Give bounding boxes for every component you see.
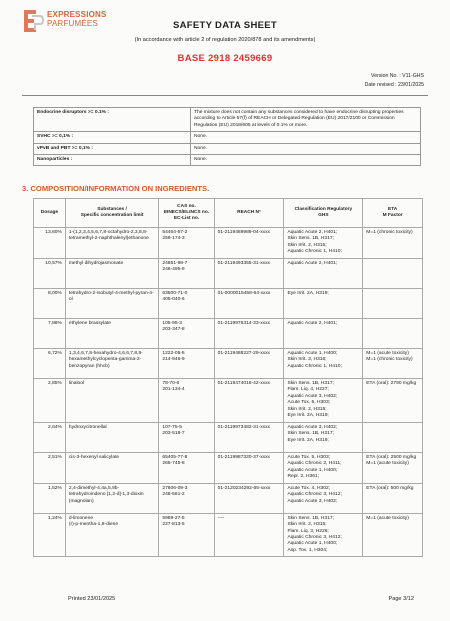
- page-number: Page 3/12: [388, 596, 414, 602]
- info-row: [34, 154, 421, 165]
- info-label: vPvB and PBT >= 0,1% :: [34, 143, 191, 154]
- version-number: Version No. : V11-GHS: [371, 73, 424, 79]
- substance-cell: ethylene brassylate: [65, 318, 158, 348]
- cas-cell: 1222-05-5 214-946-9: [159, 348, 214, 378]
- dosage-cell: 1,52%: [34, 483, 66, 513]
- reach-cell: ----: [214, 513, 284, 557]
- dosage-cell: 6,72%: [34, 348, 66, 378]
- substance-cell: 1-(1,2,3,4,5,6,7,8-octahydro-2,3,8,8-tetramethyl-2-naphthalenyl)ethanone: [65, 228, 158, 259]
- reach-cell: 01-2119474016-42-xxxx: [214, 378, 284, 422]
- ingredient-row: [34, 318, 423, 348]
- substance-cell: 1,3,4,6,7,8-hexahydro-4,6,6,7,8,8-hexamethylcyclopenta-gamma-2-benzopyran (hhcb): [65, 348, 158, 378]
- classification-cell: Acute Tox. 4, H302; Aquatic Chronic 3, H412; Aquatic Acute 3, H402;: [284, 483, 363, 513]
- brand-name-line1: EXPRESSIONS: [47, 10, 107, 19]
- composition-header-row: [34, 199, 423, 228]
- info-row: [34, 108, 421, 132]
- printed-date: Printed 23/01/2025: [68, 596, 116, 602]
- ingredient-row: [34, 348, 423, 378]
- info-label: SVHC >= 0,1% :: [34, 132, 191, 143]
- info-label: Endocrine disruptors >= 0.1% :: [34, 108, 191, 132]
- info-value: None.: [191, 143, 421, 154]
- cas-cell: 105-95-3 203-347-8: [159, 318, 214, 348]
- brand-name-line2: PARFUMÉES: [47, 19, 98, 28]
- classification-cell: Acute Tox. 5, H303; Aquatic Chronic 2, H411; Aquatic Acute 1, H400; Repr. 2, H361;: [284, 452, 363, 483]
- document-subtitle: (In accordance with article 2 of regulation 2020/878 and its amendments): [134, 37, 316, 43]
- eta-cell: ETA (oral): 500 mg/kg: [363, 483, 423, 513]
- ingredient-row: [34, 422, 423, 452]
- eta-cell: ETA (oral): 2500 mg/kg M=1 (acute toxicity): [363, 452, 423, 483]
- classification-cell: Aquatic Acute 2, H401;: [284, 258, 363, 288]
- ingredient-row: [34, 483, 423, 513]
- reach-cell: 01-2119973482-31-xxxx: [214, 422, 284, 452]
- ingredient-row: [34, 452, 423, 483]
- dosage-cell: 13,60%: [34, 228, 66, 259]
- column-header-dosage: Dosage: [34, 199, 66, 228]
- dosage-cell: 8,00%: [34, 288, 66, 318]
- composition-table: [33, 198, 423, 557]
- column-header-reach: REACH N°: [214, 199, 284, 228]
- dosage-cell: 2,51%: [34, 452, 66, 483]
- eta-cell: [363, 258, 423, 288]
- hazard-info-table: [33, 107, 421, 166]
- dosage-cell: 7,88%: [34, 318, 66, 348]
- info-row: [34, 143, 421, 154]
- reach-cell: 01-2119489989-04-xxxx: [214, 228, 284, 259]
- section-heading: 3. COMPOSITION/INFORMATION ON INGREDIENTS.: [22, 184, 210, 193]
- reach-cell: 01-2119488227-29-xxxx: [214, 348, 284, 378]
- cas-cell: 63500-71-0 405-040-6: [159, 288, 214, 318]
- ingredient-row: [34, 258, 423, 288]
- eta-cell: [363, 318, 423, 348]
- cas-cell: 78-70-6 201-134-4: [159, 378, 214, 422]
- dosage-cell: 2,85%: [34, 378, 66, 422]
- dosage-cell: 10,57%: [34, 258, 66, 288]
- reach-cell: 01-2119493355-31-xxxx: [214, 258, 284, 288]
- eta-cell: ETA (oral): 2790 mg/kg: [363, 378, 423, 422]
- cas-cell: 65405-77-8 265-745-8: [159, 452, 214, 483]
- info-row: [34, 132, 421, 143]
- classification-cell: Skin Sens. 1B, H317; Flam. Liq. 4, H227; Aquatic Acute 3, H402; Acute Tox. 5, H303; Skin Irrit. 2, H315; Eye Irrit. 2A, H319;: [284, 378, 363, 422]
- date-revised: Date revised : 23/01/2025: [364, 82, 424, 88]
- cas-cell: 5989-27-5 227-813-5: [159, 513, 214, 557]
- eta-cell: M=1 (acute toxicity): [363, 513, 423, 557]
- info-value: None.: [191, 132, 421, 143]
- document-title: SAFETY DATA SHEET: [173, 20, 277, 31]
- classification-cell: Aquatic Acute 1, H400; Skin Irrit. 3, H316; Aquatic Chronic 1, H410;: [284, 348, 363, 378]
- column-header-cas: CAS no. EINECS/ELINCS no. EC-List no.: [159, 199, 214, 228]
- substance-cell: hydroxycitronellal: [65, 422, 158, 452]
- reach-cell: 01-2119987320-37-xxxx: [214, 452, 284, 483]
- substance-cell: d-limonene (r)-p-mentha-1,8-diene: [65, 513, 158, 557]
- dosage-cell: 1,24%: [34, 513, 66, 557]
- column-header-classification: Classification Regulatory GHS: [284, 199, 363, 228]
- ingredient-row: [34, 288, 423, 318]
- classification-cell: Skin Sens. 1B, H317; Skin Irrit. 2, H315; Flam. Liq. 3, H226; Aquatic Chronic 3, H412; Aquatic Acute 1, H400; Asp. Tox. 1, H304;: [284, 513, 363, 557]
- dosage-cell: 2,64%: [34, 422, 66, 452]
- cas-cell: 54464-57-2 259-174-3: [159, 228, 214, 259]
- substance-cell: 2,4-dimethyl-4,4a,5,9b-tetrahydroindeno [1,2-d]-1,3-dioxin (magnolan): [65, 483, 158, 513]
- header-divider: [22, 95, 428, 96]
- reach-cell: 01-2120234292-65-xxxx: [214, 483, 284, 513]
- info-value: The mixture does not contain any substances considered to have endocrine disrupting properties according to Article 57(f) of REACH or Delegated Regulation (EU) 2017/2100 or Commission Regulation (EU) 2018/605 at levels of 0.1% or more.: [191, 108, 421, 132]
- eta-cell: M=1 (chronic toxicity): [363, 228, 423, 259]
- ingredient-row: [34, 378, 423, 422]
- eta-cell: [363, 422, 423, 452]
- classification-cell: Eye Irrit. 2A, H319;: [284, 288, 363, 318]
- classification-cell: Aquatic Acute 2, H401; Skin Sens. 1B, H317; Skin Irrit. 2, H315; Aquatic Chronic 1, H410;: [284, 228, 363, 259]
- substance-cell: linalool: [65, 378, 158, 422]
- eta-cell: [363, 288, 423, 318]
- column-header-eta: ETA M Factor: [363, 199, 423, 228]
- substance-cell: cis-3-hexenyl salicylate: [65, 452, 158, 483]
- eta-cell: M=1 (acute toxicity) M=1 (chronic toxicity): [363, 348, 423, 378]
- reach-cell: 01-0000015458-64-xxxx: [214, 288, 284, 318]
- column-header-substances: Substances / Specific concentration limit: [65, 199, 158, 228]
- reach-cell: 01-2119976314-33-xxxx: [214, 318, 284, 348]
- classification-cell: Aquatic Acute 2, H401;: [284, 318, 363, 348]
- substance-cell: tetrahydro-2-isobutyl-4-methyl-pyran-4-ol: [65, 288, 158, 318]
- ingredient-row: [34, 513, 423, 557]
- ingredient-row: [34, 228, 423, 259]
- substance-cell: methyl dihydrojasmonate: [65, 258, 158, 288]
- product-code: BASE 2918 2459669: [177, 53, 273, 64]
- info-value: None.: [191, 154, 421, 165]
- classification-cell: Aquatic Acute 3, H402; Skin Sens. 1B, H317; Eye Irrit. 2A, H319;: [284, 422, 363, 452]
- info-label: Nanoparticles :: [34, 154, 191, 165]
- cas-cell: 107-75-5 203-518-7: [159, 422, 214, 452]
- cas-cell: 24851-98-7 246-495-9: [159, 258, 214, 288]
- cas-cell: 27606-09-3 248-561-2: [159, 483, 214, 513]
